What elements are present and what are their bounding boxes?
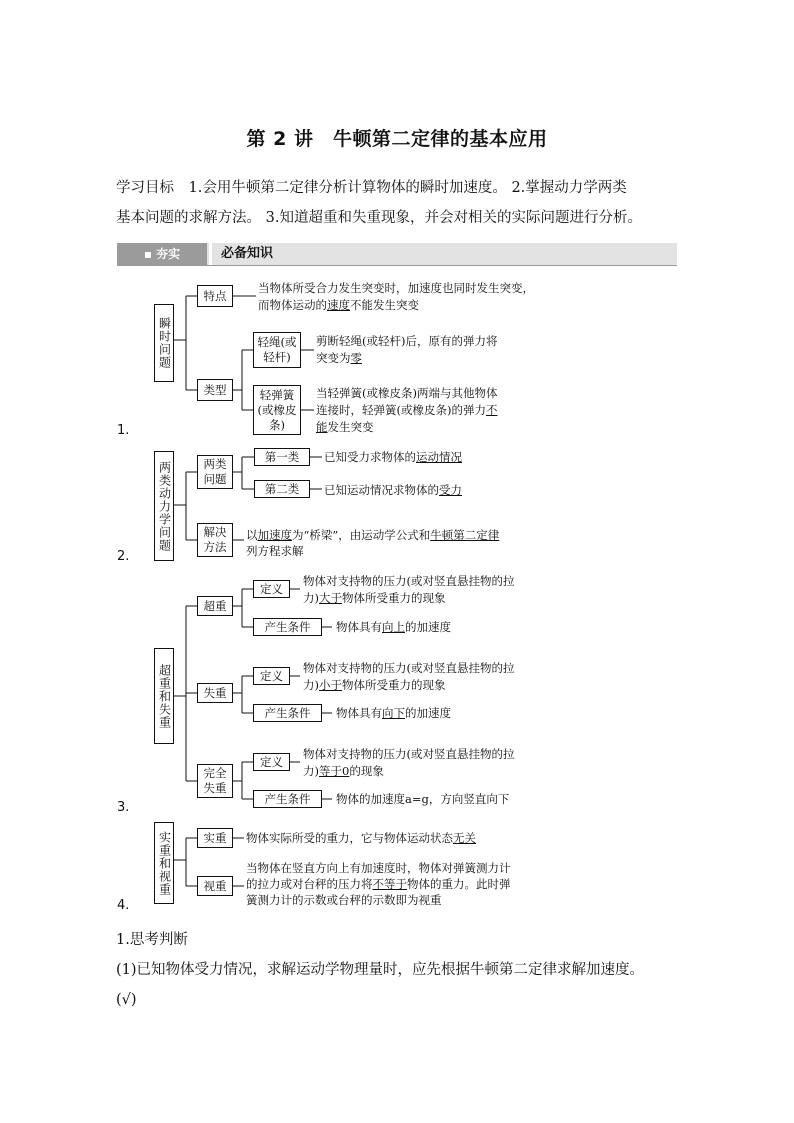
weightloss-condition-text: 物体具有向下的加速度 [336,706,451,720]
weightloss-definition-box: 定义 [253,667,290,685]
think-judge-section [116,925,682,1015]
feature-text-1: 当物体所受合力发生突变时，加速度也同时发生突变， [258,281,534,295]
type-box: 类型 [197,379,233,401]
diagram-1-number: 1. [117,423,130,438]
spring-text-1: 当轻弹簧(或橡皮条)两端与其他物体 [316,386,498,400]
first-type-box: 第一类 [254,448,310,466]
think-question-1: (1)已知物体受力情况，求解运动学物理量时，应先根据牛顿第二定律求解加速度。 [116,962,645,978]
overweight-box: 超重 [197,596,233,616]
complete-weightloss-box: 完全失重 [197,764,233,798]
feature-text-2: 而物体运动的速度不能发生突变 [258,298,419,312]
apparent-weight-text-1: 当物体在竖直方向上有加速度时，物体对弹簧测力计 [246,861,511,875]
real-weight-text: 物体实际所受的重力，它与物体运动状态无关 [246,831,476,845]
goals-line-1: 学习目标 1.会用牛顿第二定律分析计算物体的瞬时加速度。 2.掌握动力学两类 [116,180,627,196]
overweight-root-box: 超重和失重 [154,648,174,744]
solve-text-2: 列方程求解 [246,544,304,558]
section-divider [209,243,212,265]
real-apparent-root-box: 实重和视重 [154,822,174,904]
real-weight-box: 实重 [197,828,233,848]
first-type-text: 已知受力求物体的运动情况 [324,450,462,464]
complete-weightloss-definition-text-2: 力)等于0的现象 [303,764,384,778]
complete-weightloss-condition-text: 物体的加速度a=g，方向竖直向下 [336,792,510,806]
page-title: 第 2 讲 牛顿第二定律的基本应用 [246,128,548,150]
overweight-definition-text-1: 物体对支持物的压力(或对竖直悬挂物的拉 [303,574,515,588]
overweight-condition-text: 物体具有向上的加速度 [336,620,451,634]
goals-line-2: 基本问题的求解方法。 3.知道超重和失重现象，并会对相关的实际问题进行分析。 [116,210,642,226]
diagram-2-number: 2. [117,549,130,564]
spring-text-3: 能发生突变 [316,420,374,434]
diagram-4-number: 4. [117,898,130,913]
solve-text-1: 以加速度为“桥梁”，由运动学公式和牛顿第二定律 [246,528,500,542]
think-heading: 1.思考判断 [116,932,188,948]
second-type-text: 已知运动情况求物体的受力 [324,483,462,497]
rope-text-1: 剪断轻绳(或轻杆)后，原有的弹力将 [316,334,498,348]
section-title: 必备知识 [221,246,274,261]
spring-box: 轻弹簧(或橡皮条) [253,385,301,435]
overweight-definition-text-2: 力)大于物体所受重力的现象 [303,591,446,605]
feature-box: 特点 [197,285,233,307]
think-answer-1: (√) [116,992,137,1008]
overweight-condition-box: 产生条件 [253,618,322,636]
section-tag: ▪ 夯实 [117,243,207,265]
complete-weightloss-condition-box: 产生条件 [253,790,322,808]
weightloss-box: 失重 [197,683,233,703]
weightloss-definition-text-2: 力)小于物体所受重力的现象 [303,678,446,692]
solve-method-box: 解决方法 [197,523,233,557]
rope-text-2: 突变为零 [316,351,362,365]
overweight-definition-box: 定义 [253,580,290,598]
rope-box: 轻绳(或轻杆) [253,332,301,368]
two-types-box: 两类问题 [197,455,233,489]
complete-weightloss-definition-box: 定义 [253,753,290,771]
two-types-root-box: 两类动力学问题 [154,451,174,561]
weightloss-condition-box: 产生条件 [253,704,322,722]
complete-weightloss-definition-text-1: 物体对支持物的压力(或对竖直悬挂物的拉 [303,747,515,761]
apparent-weight-text-3: 簧测力计的示数或台秤的示数即为视重 [246,893,442,907]
second-type-box: 第二类 [254,480,310,498]
apparent-weight-box: 视重 [197,876,233,896]
apparent-weight-text-2: 的拉力或对台秤的压力将不等于物体的重力。此时弹 [246,877,511,891]
learning-goals [116,173,682,233]
diagram-3-number: 3. [117,800,130,815]
spring-text-2: 连接时，轻弹簧(或橡皮条)的弹力不 [316,403,498,417]
section-header-bar [117,243,677,266]
weightloss-definition-text-1: 物体对支持物的压力(或对竖直悬挂物的拉 [303,661,515,675]
instant-root-box: 瞬时问题 [154,304,174,382]
